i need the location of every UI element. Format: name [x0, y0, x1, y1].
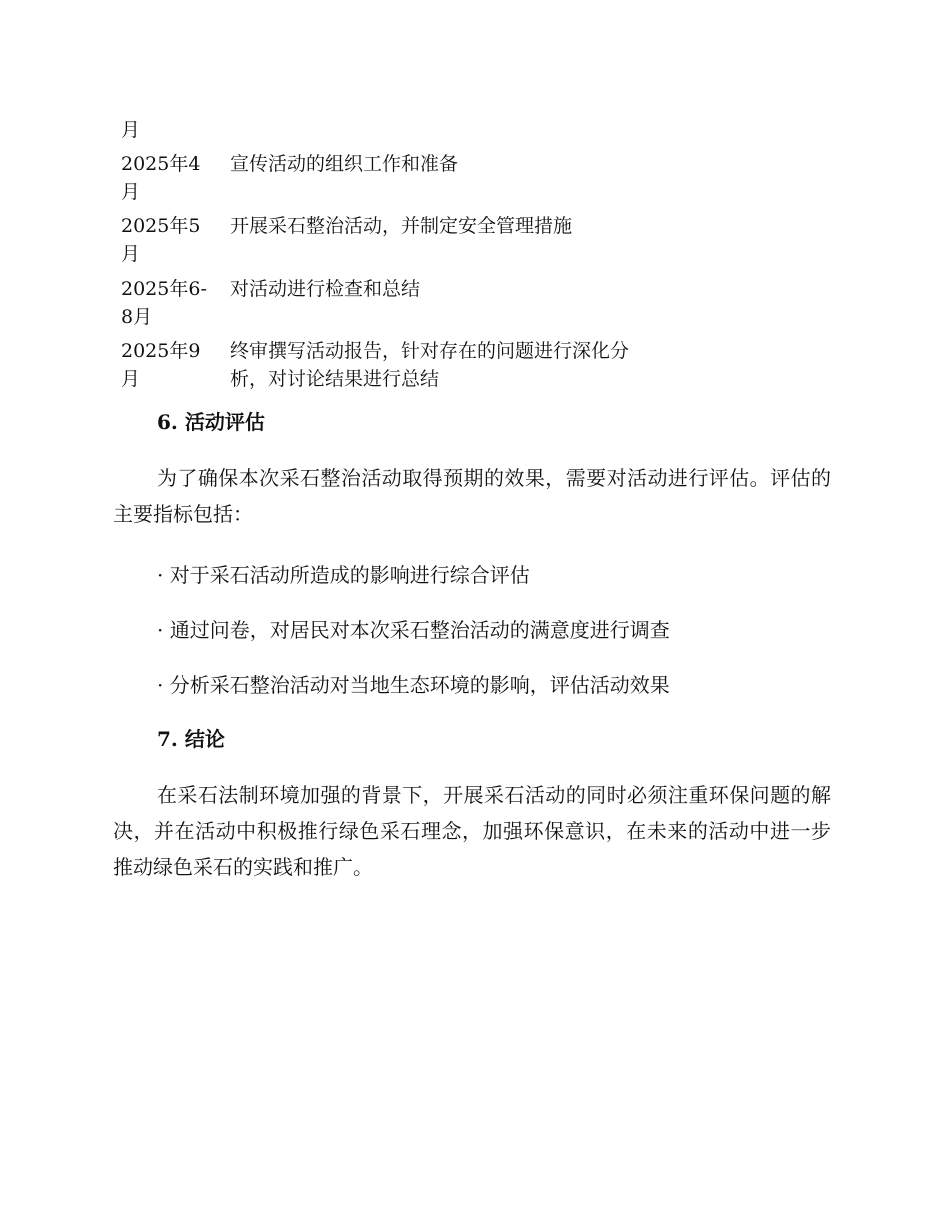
schedule-date: 月 — [121, 119, 141, 141]
schedule-date: 2025年5月 — [121, 215, 201, 265]
schedule-date: 2025年9月 — [121, 340, 201, 390]
schedule-date: 2025年4月 — [121, 153, 201, 203]
evaluation-bullet: · 分析采石整治活动对当地生态环境的影响，评估活动效果 — [157, 673, 670, 697]
section-heading-evaluation: 6. 活动评估 — [157, 410, 265, 434]
conclusion-paragraph: 在采石法制环境加强的背景下，开展采石活动的同时必须注重环保问题的解决，并在活动中积极推行绿色采石理念，加强环保意识，在未来的活动中进一步推动绿色采石的实践和推广。 — [113, 783, 831, 879]
schedule-task: 开展采石整治活动，并制定安全管理措施 — [230, 215, 573, 237]
section-heading-conclusion: 7. 结论 — [157, 727, 225, 751]
schedule-task: 宣传活动的组织工作和准备 — [230, 153, 459, 175]
evaluation-bullet: · 对于采石活动所造成的影响进行综合评估 — [157, 563, 530, 587]
schedule-task: 对活动进行检查和总结 — [230, 278, 421, 300]
evaluation-paragraph: 为了确保本次采石整治活动取得预期的效果，需要对活动进行评估。评估的主要指标包括： — [113, 466, 831, 526]
schedule-task: 终审撰写活动报告，针对存在的问题进行深化分析，对讨论结果进行总结 — [230, 340, 630, 390]
schedule-date: 2025年6-8月 — [121, 278, 207, 328]
evaluation-bullet: · 通过问卷，对居民对本次采石整治活动的满意度进行调查 — [157, 618, 670, 642]
